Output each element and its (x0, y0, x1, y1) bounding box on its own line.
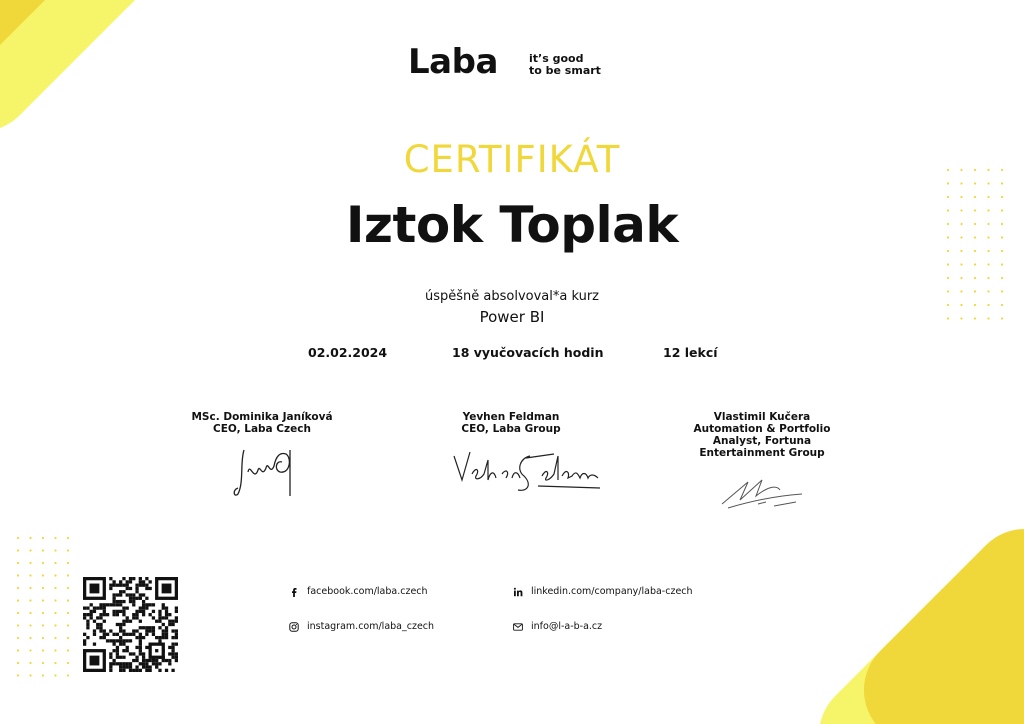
decor-dot (960, 304, 962, 306)
completion-text: úspěšně absolvoval*a kurz (424, 289, 599, 304)
decor-dot (67, 599, 69, 601)
decor-dot (17, 562, 19, 564)
signer-role: Entertainment Group (699, 447, 825, 459)
brand-logo: Laba (408, 42, 498, 82)
decor-dot (1001, 304, 1003, 306)
lesson-count: 12 lekcí (663, 345, 718, 360)
signer-name: MSc. Dominika Janíková (191, 411, 333, 423)
signer-role: Automation & Portfolio (693, 423, 831, 435)
decor-dot (42, 599, 44, 601)
decor-dot (54, 599, 56, 601)
decor-dot (54, 562, 56, 564)
decor-dot (947, 263, 949, 265)
decor-dot (29, 587, 31, 589)
bottom-right-shapes (796, 506, 1024, 724)
decor-dot (29, 549, 31, 551)
decor-dot (29, 599, 31, 601)
decor-dot (54, 649, 56, 651)
brand-tagline (529, 53, 601, 77)
decor-dot (54, 574, 56, 576)
decor-dot (974, 263, 976, 265)
decor-dot (42, 549, 44, 551)
decor-dot (54, 674, 56, 676)
instagram-link[interactable]: instagram.com/laba_czech (307, 621, 435, 632)
contact-linkedin[interactable] (513, 586, 693, 597)
decor-dot (67, 674, 69, 676)
decor-dot (67, 587, 69, 589)
decor-dot (947, 304, 949, 306)
decor-dot (67, 649, 69, 651)
recipient-name: Iztok Toplak (345, 196, 679, 254)
decor-dot (42, 624, 44, 626)
decor-dot (42, 649, 44, 651)
decor-dot (29, 624, 31, 626)
decor-dot (987, 304, 989, 306)
decor-dot (987, 263, 989, 265)
contact-instagram[interactable] (289, 621, 434, 632)
signer-role: CEO, Laba Czech (213, 423, 311, 435)
decor-dot (42, 674, 44, 676)
decor-dot (17, 624, 19, 626)
decor-dot (987, 277, 989, 279)
email-link[interactable]: info@l-a-b-a.cz (531, 621, 603, 632)
signer-block (172, 411, 352, 435)
decor-dot (960, 182, 962, 184)
course-hours: 18 vyučovacích hodin (452, 345, 604, 360)
decor-dot (67, 612, 69, 614)
decor-dot (67, 562, 69, 564)
decor-dot (1001, 277, 1003, 279)
signature-1 (230, 442, 300, 500)
signer-block (672, 411, 852, 459)
decor-dot (67, 549, 69, 551)
decor-dot (54, 662, 56, 664)
mail-icon (513, 622, 523, 632)
dot-grid-left (17, 537, 69, 677)
signer-role: CEO, Laba Group (461, 423, 561, 435)
linkedin-link[interactable]: linkedin.com/company/laba-czech (531, 586, 693, 597)
decor-dot (42, 562, 44, 564)
decor-dot (54, 637, 56, 639)
decor-dot (54, 587, 56, 589)
decor-dot (17, 537, 19, 539)
decor-dot (17, 637, 19, 639)
signer-block (421, 411, 601, 435)
decor-dot (947, 277, 949, 279)
certificate-title: CERTIFIKÁT (403, 138, 621, 181)
decor-dot (67, 637, 69, 639)
completion-date: 02.02.2024 (308, 345, 388, 360)
decor-dot (29, 612, 31, 614)
decor-dot (17, 599, 19, 601)
decor-dot (974, 304, 976, 306)
facebook-link[interactable]: facebook.com/laba.czech (307, 586, 428, 597)
decor-dot (54, 612, 56, 614)
contact-facebook[interactable] (289, 586, 428, 597)
linkedin-icon (513, 587, 523, 597)
facebook-icon (289, 587, 299, 597)
decor-dot (42, 574, 44, 576)
decor-dot (17, 587, 19, 589)
decor-dot (67, 662, 69, 664)
decor-dot (42, 612, 44, 614)
decor-dot (29, 637, 31, 639)
tagline-line-2: to be smart (529, 64, 601, 77)
instagram-icon (289, 622, 299, 632)
signer-name: Vlastimil Kučera (713, 411, 811, 423)
decor-dot (29, 574, 31, 576)
tagline-line-1: it’s good (529, 52, 584, 65)
decor-dot (67, 624, 69, 626)
decor-dot (42, 662, 44, 664)
decor-dot (29, 649, 31, 651)
decor-dot (1001, 263, 1003, 265)
decor-dot (974, 277, 976, 279)
decor-dot (17, 649, 19, 651)
signer-role: Analyst, Fortuna (712, 435, 812, 447)
decor-dot (29, 537, 31, 539)
decor-dot (54, 537, 56, 539)
decor-dot (54, 549, 56, 551)
decor-dot (17, 574, 19, 576)
decor-dot (29, 674, 31, 676)
decor-dot (54, 624, 56, 626)
signer-name: Yevhen Feldman (462, 411, 560, 423)
decor-dot (42, 587, 44, 589)
decor-dot (67, 537, 69, 539)
course-name: Power BI (479, 308, 545, 326)
decor-dot (960, 277, 962, 279)
top-left-shapes (0, 0, 214, 154)
decor-dot (947, 182, 949, 184)
decor-dot (1001, 182, 1003, 184)
decor-dot (17, 612, 19, 614)
decor-dot (42, 637, 44, 639)
decor-dot (29, 562, 31, 564)
decor-dot (17, 549, 19, 551)
decor-dot (42, 537, 44, 539)
decor-dot (17, 674, 19, 676)
decor-dot (974, 182, 976, 184)
contact-email[interactable] (513, 621, 602, 632)
decor-dot (29, 662, 31, 664)
decor-dot (960, 263, 962, 265)
decor-dot (67, 574, 69, 576)
decor-dot (987, 182, 989, 184)
qr-code (83, 577, 178, 672)
signature-2 (450, 446, 605, 496)
signature-3 (718, 474, 808, 514)
decor-dot (17, 662, 19, 664)
